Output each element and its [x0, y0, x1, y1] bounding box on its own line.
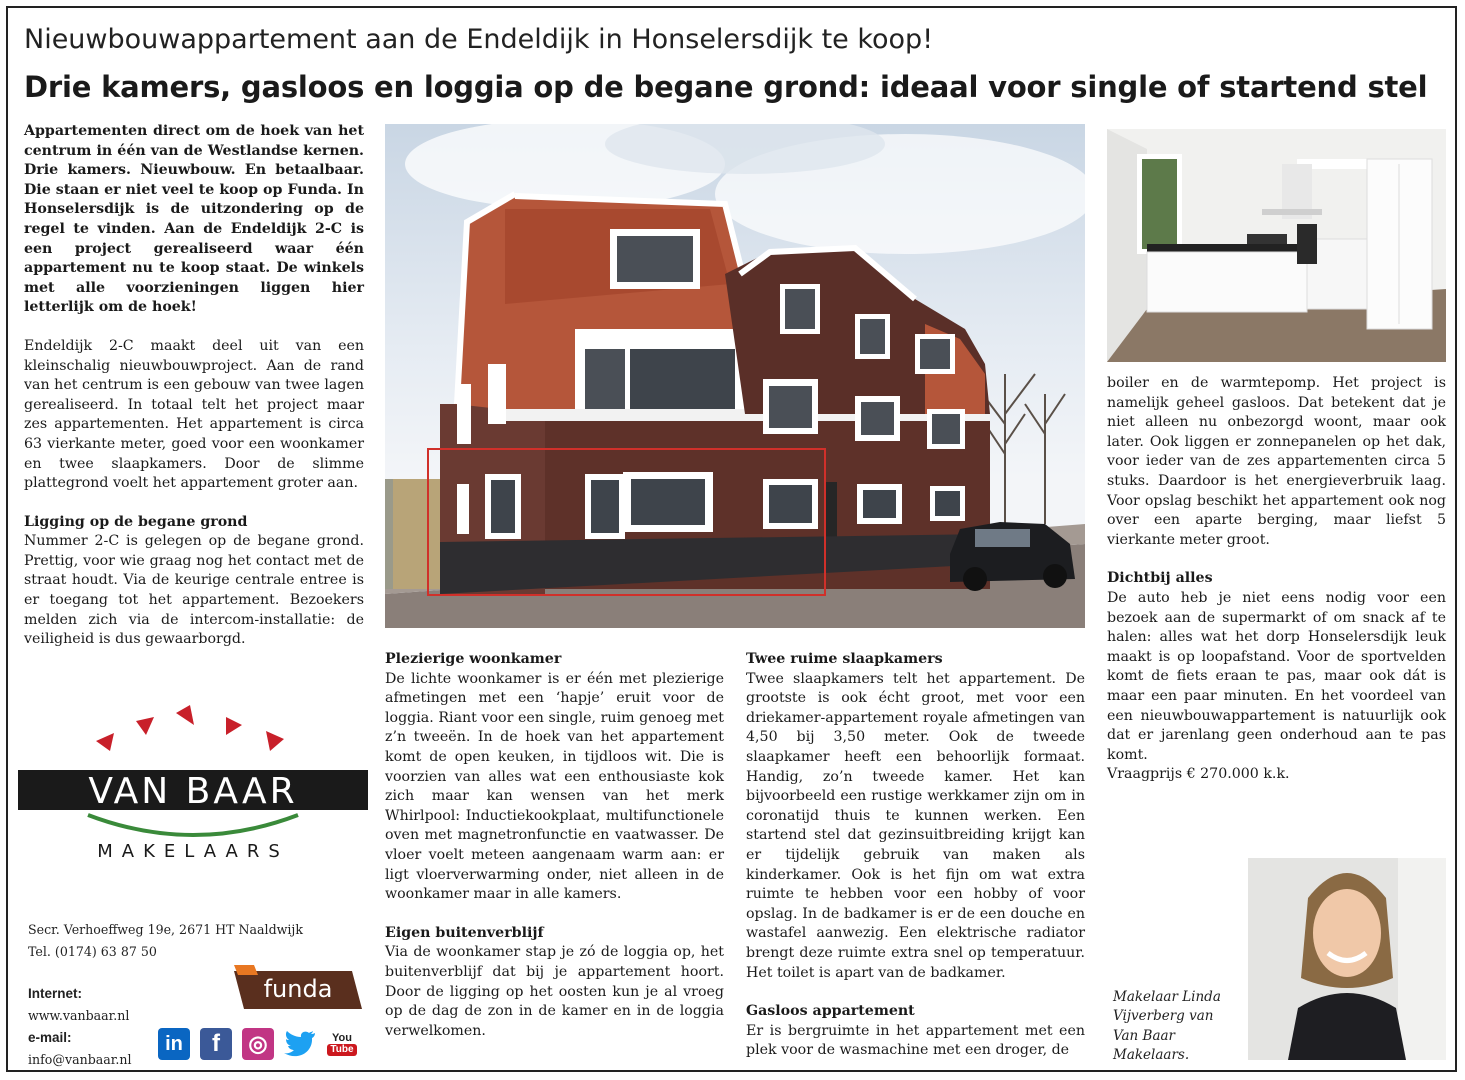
paragraph-buitenverblijf: Via de woonkamer stap je zó de loggia op, het buitenverblijf dat bij je appartement hoort. Door de ligging op het oosten kun je al vroeg op de dag de zon in de kamer en in de loggia verwelkomen. — [385, 944, 724, 1039]
subheading-gasloos: Gasloos appartement — [746, 1003, 915, 1020]
instagram-icon[interactable]: ◎ — [242, 1028, 274, 1060]
lead-paragraph: Appartementen direct om de hoek van het centrum in één van de Westlandse kernen. Drie kamers. Nieuwbouw. En betaalbaar. Die staan er niet veel te koop op Funda. In Honselersdijk is de uitzondering op de regel te vinden. Aan de Endeldijk 2-C is een project gerealiseerd waar één appartement nu te koop staat. De winkels met alle voorzieningen liggen hier letterlijk om de hoek! — [24, 123, 364, 316]
paragraph-gasloos: Er is bergruimte in het appartement met een plek voor de wasmachine met een droger, de — [746, 1022, 1085, 1059]
logo-wordmark: VAN BAAR — [88, 771, 298, 812]
column-4 — [1107, 374, 1446, 785]
funda-label: funda — [263, 975, 333, 1003]
column-1 — [24, 122, 364, 650]
youtube-you: You — [332, 1032, 352, 1044]
asking-price: Vraagprijs € 270.000 k.k. — [1107, 766, 1290, 783]
linkedin-icon[interactable]: in — [158, 1028, 190, 1060]
email-link[interactable]: info@vanbaar.nl — [28, 1052, 132, 1067]
email-label: e-mail: — [28, 1030, 72, 1045]
funda-badge[interactable] — [234, 965, 362, 1009]
column-3 — [746, 650, 1085, 1061]
youtube-icon[interactable]: You Tube — [326, 1028, 358, 1060]
kitchen-photo — [1107, 129, 1446, 362]
subheading-dichtbij: Dichtbij alles — [1107, 570, 1213, 587]
twitter-icon[interactable] — [284, 1028, 316, 1060]
address: Secr. Verhoeffweg 19e, 2671 HT Naaldwijk — [28, 922, 303, 937]
building-photo — [385, 124, 1085, 628]
website-link[interactable]: www.vanbaar.nl — [28, 1008, 130, 1023]
subheading-buitenverblijf: Eigen buitenverblijf — [385, 924, 544, 941]
agent-portrait — [1248, 858, 1446, 1060]
intro-paragraph: Endeldijk 2-C maakt deel uit van een kleinschalig nieuwbouwproject. Aan de rand van het centrum is een gebouw van twee lagen gerealiseerd. In totaal telt het project maar zes appartementen. Het appartement is circa 63 vierkante meter, goed voor een woonkamer en twee slaapkamers. Door de slimme plattegrond voelt het appartement groter aan. — [24, 337, 364, 492]
subheading-slaapkamers: Twee ruime slaapkamers — [746, 651, 943, 667]
agent-caption: Makelaar Linda Vijverberg van Van Baar Makelaars. — [1113, 989, 1221, 1064]
facebook-icon[interactable]: f — [200, 1028, 232, 1060]
paragraph-gasloos-cont: boiler en de warmtepomp. Het project is namelijk geheel gasloos. Dat betekent dat je niet alleen nu onbezorgd woont, maar ook later. Ook liggen er zonnepanelen op het dak, voor ieder van de zes appartementen circa 5 stuks. Daardoor is het energieverbruik laag. Voor opslag beschikt het appartement ook nog over een aparte berging, maar liefst 5 vierkante meter groot. — [1107, 375, 1446, 548]
subheading-woonkamer: Plezierige woonkamer — [385, 651, 562, 667]
subheading-ligging: Ligging op de begane grond — [24, 513, 248, 530]
phone: Tel. (0174) 63 87 50 — [28, 944, 157, 959]
column-2 — [385, 650, 724, 1041]
paragraph-dichtbij: De auto heb je niet eens nodig voor een bezoek aan de supermarkt of om snack af te halen: alles wat het dorp Honselersdijk leuk maakt is op loopafstand. Voor de sportvelden komt de fiets eraan te pas, maar ook dát is maar een paar minuten. En het voordeel van een nieuwbouwappartement is natuurlijk ook dat er jarenlang geen onderhoud aan te pas komt. — [1107, 589, 1446, 763]
headline: Drie kamers, gasloos en loggia op de begane grond: ideaal voor single of startend stel — [24, 70, 1428, 104]
van-baar-logo[interactable] — [18, 705, 368, 865]
internet-label: Internet: — [28, 986, 82, 1001]
kicker-title: Nieuwbouwappartement aan de Endeldijk in Honselersdijk te koop! — [24, 24, 934, 55]
logo-sub: MAKELAARS — [97, 841, 289, 862]
paragraph-ligging: Nummer 2-C is gelegen op de begane grond. Prettig, voor wie graag nog het contact met de straat houdt. Via de keurige centrale entree is er toegang tot het appartement. Bezoekers melden zich via de intercom-installatie: de veiligheid is dus gewaarborgd. — [24, 533, 364, 648]
paragraph-woonkamer: De lichte woonkamer is er één met plezierige afmetingen met een ‘hapje’ eruit voor de loggia. Riant voor een single, ruim genoeg met z’n tweeën. In de hoek van het appartement komt de open keuken, in tijdloos wit. Die is voorzien van alles wat een enthousiaste kok zich maar kan wensen van het merk Whirlpool: Inductiekookplaat, multifunctionele oven met magnetronfunctie en vaatwasser. De vloer voelt meteen aangenaam warm aan: er ligt vloerverwarming onder, niet alleen in de woonkamer maar in alle kamers. — [385, 670, 724, 903]
paragraph-slaapkamers: Twee slaapkamers telt het appartement. De grootste is ook écht groot, met voor een driekamer-appartement royale afmetingen van 4,50 bij 3,50 meter. Ook de tweede slaapkamer heeft een behoorlijk formaat. Handig, zo’n tweede kamer. Het kan bijvoorbeeld een rustige werkkamer zijn om in coronatijd thuis te kunnen werken. Een startend stel dat gezinsuitbreiding krijgt kan er tijdelijk gebruik van maken als kinderkamer. Ook is het fijn om wat extra ruimte te hebben voor een hobby of voor opslag. In de badkamer is er de een douche en wastafel aanwezig. Een elektrische radiator brengt deze ruimte extra snel op temperatuur. Het toilet is apart van de badkamer. — [746, 670, 1085, 981]
